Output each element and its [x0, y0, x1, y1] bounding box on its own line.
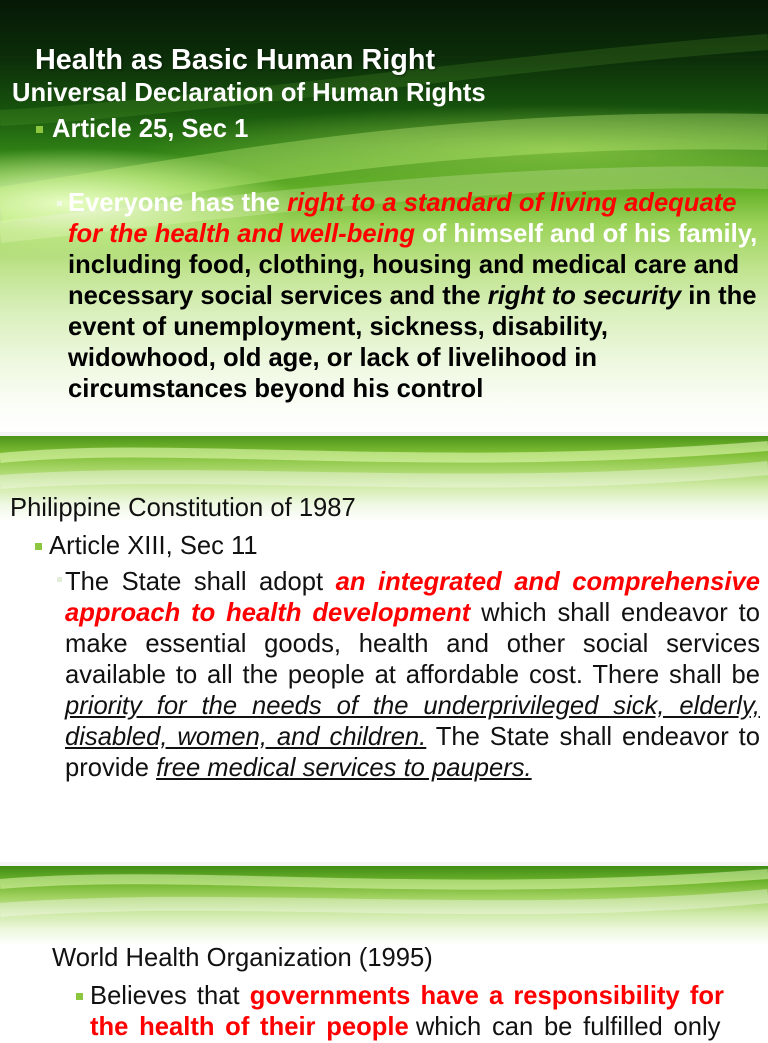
- text-run: in the: [688, 281, 757, 310]
- paragraph-line: [68, 219, 757, 250]
- sub-bullet-marker: [57, 201, 62, 206]
- text-run: provide: [65, 753, 149, 782]
- paragraph-line: [68, 312, 757, 343]
- paragraph-line: [65, 567, 760, 598]
- paragraph-line: [65, 753, 760, 784]
- paragraph-line: [68, 343, 757, 374]
- underlined-run: priority for the needs of the underprivileged sick, elderly,: [65, 691, 760, 720]
- section-heading: World Health Organization (1995): [52, 943, 433, 972]
- text-run: make essential goods, health and other social services: [65, 629, 760, 658]
- paragraph-line: [65, 629, 760, 660]
- text-run: circumstances beyond his control: [68, 374, 484, 403]
- who-paragraph: [90, 981, 724, 1012]
- emphasis-run: right to a standard of living adequate: [287, 188, 737, 217]
- wave-highlight: [0, 874, 768, 885]
- paragraph-line: [65, 691, 760, 722]
- paragraph-line: [68, 281, 757, 312]
- paragraph-line: [65, 660, 760, 691]
- bullet-marker: [35, 543, 42, 550]
- text-run: including food, clothing, housing and medical care and: [68, 250, 740, 279]
- paragraph-line: [68, 250, 757, 281]
- text-run: Everyone has the: [68, 188, 280, 217]
- bullet-article-25: Article 25, Sec 1: [52, 115, 249, 143]
- wave-highlight: [0, 446, 768, 458]
- udhr-paragraph: [68, 188, 757, 405]
- paragraph-line: [68, 188, 757, 219]
- text-run: Believes that: [90, 981, 240, 1010]
- text-run: widowhood, old age, or lack of livelihood in: [68, 343, 597, 372]
- slide-who: [0, 866, 768, 1041]
- wave-highlight: [0, 468, 768, 482]
- text-run: The State shall adopt: [65, 567, 324, 596]
- underlined-run: disabled, women, and children.: [65, 722, 427, 751]
- paragraph-line-clipped: [90, 1012, 724, 1041]
- text-run: necessary social services and the: [68, 281, 481, 310]
- constitution-paragraph: [65, 567, 760, 784]
- text-run: event of unemployment, sickness, disability,: [68, 312, 608, 341]
- text-run: of himself and of his family,: [422, 219, 758, 248]
- emphasis-run: governments have a responsibility for: [249, 981, 724, 1010]
- text-run: The State shall endeavor to: [435, 722, 761, 751]
- sub-bullet-marker: [57, 577, 62, 582]
- section-heading: Philippine Constitution of 1987: [10, 493, 356, 522]
- slide-udhr: [0, 0, 768, 432]
- text-run: which shall endeavor to: [481, 598, 760, 627]
- emphasis-run: approach to health development: [65, 598, 471, 627]
- emphasis-run: the health of their people: [90, 1012, 409, 1041]
- paragraph-line: [65, 722, 760, 753]
- bullet-marker: [36, 126, 43, 133]
- wave-highlight: [0, 896, 768, 910]
- underlined-run: free medical services to paupers.: [156, 753, 532, 782]
- paragraph-line: [68, 374, 757, 405]
- emphasis-run: for the health and well-being: [68, 219, 415, 248]
- emphasis-run: an integrated and comprehensive: [335, 567, 760, 596]
- slide-subtitle: Universal Declaration of Human Rights: [12, 79, 486, 107]
- bullet-marker: [76, 993, 83, 1000]
- slide-philippine-constitution: [0, 436, 768, 862]
- bullet-article-xiii: Article XIII, Sec 11: [49, 531, 258, 560]
- paragraph-line: [65, 598, 760, 629]
- emphasis-run: right to security: [487, 281, 682, 310]
- text-run: available to all the people at affordable cost. There shall be: [65, 660, 760, 689]
- text-run: which can be fulfilled only: [415, 1012, 721, 1041]
- slide-title: Health as Basic Human Right: [35, 44, 436, 76]
- paragraph-line: [90, 981, 724, 1012]
